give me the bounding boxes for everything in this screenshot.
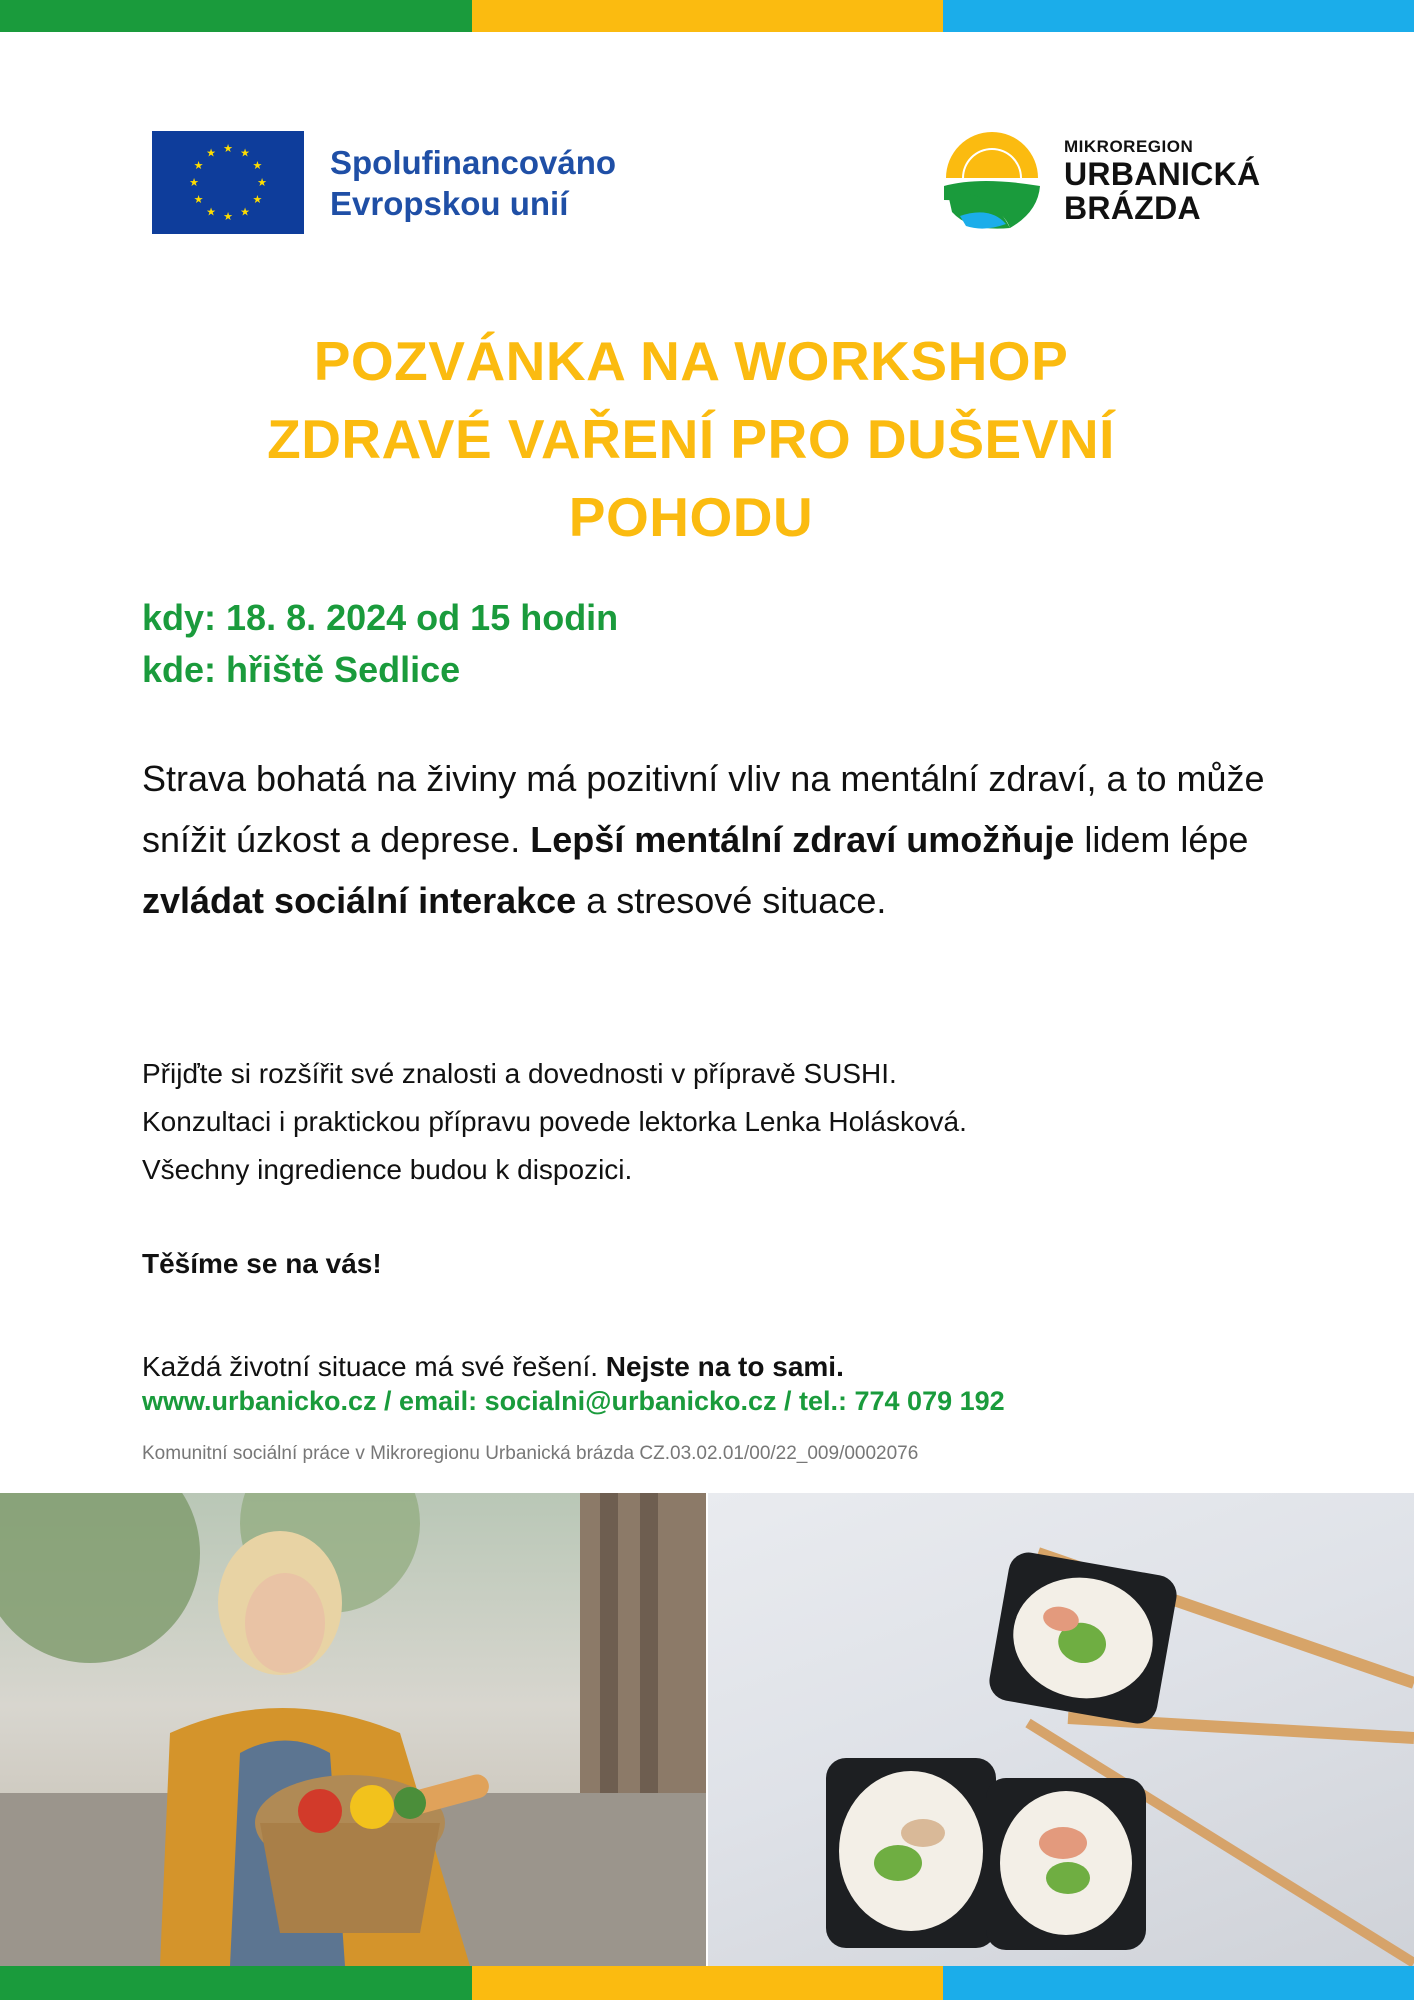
details-line-3: Všechny ingredience budou k dispozici. xyxy=(142,1154,633,1185)
event-location: kde: hřiště Sedlice xyxy=(142,649,461,690)
workshop-details xyxy=(142,1050,1292,1194)
woman-with-basket-photo xyxy=(0,1493,706,1966)
sushi-photo xyxy=(708,1493,1414,1966)
eu-star-icon: ★ xyxy=(206,206,216,219)
details-line-1: Přijďte si rozšířit své znalosti a dovednosti v přípravě SUSHI. xyxy=(142,1058,897,1089)
eu-star-icon: ★ xyxy=(206,147,216,160)
eu-star-icon: ★ xyxy=(193,160,204,172)
eu-star-icon: ★ xyxy=(189,177,199,189)
project-number: Komunitní sociální práce v Mikroregionu Urbanická brázda CZ.03.02.01/00/22_009/0002076 xyxy=(142,1443,919,1464)
details-line-2: Konzultaci i praktickou přípravu povede lektorka Lenka Holásková. xyxy=(142,1106,967,1137)
footer-bold: Nejste na to sami. xyxy=(605,1351,844,1382)
eu-star-icon: ★ xyxy=(240,147,250,160)
page-title xyxy=(130,322,1252,556)
eu-text-line-1: Spolufinancováno xyxy=(330,143,617,181)
region-name-line-2: BRÁZDA xyxy=(1064,190,1201,226)
eu-star-icon: ★ xyxy=(257,177,267,189)
intro-text-3: a stresové situace. xyxy=(576,880,887,921)
region-name-line-1: URBANICKÁ xyxy=(1064,156,1261,192)
eu-star-icon: ★ xyxy=(223,143,233,155)
contact-info: www.urbanicko.cz / email: socialni@urbanicko.cz / tel.: 774 079 192 xyxy=(142,1386,1005,1416)
eu-star-icon: ★ xyxy=(252,160,263,172)
intro-bold-1: Lepší mentální zdraví umožňuje xyxy=(530,819,1075,860)
intro-bold-2: zvládat sociální interakce xyxy=(142,880,577,921)
title-line-1: POZVÁNKA NA WORKSHOP xyxy=(313,330,1069,392)
eu-cofinancing-logo xyxy=(152,131,616,234)
mikroregion-logo xyxy=(940,128,1260,234)
mikroregion-logo-icon xyxy=(940,128,1044,234)
title-line-2: ZDRAVÉ VAŘENÍ PRO DUŠEVNÍ xyxy=(267,408,1115,470)
top-color-stripe xyxy=(0,0,1414,32)
bottom-color-stripe xyxy=(0,1966,1414,2000)
region-label: MIKROREGION xyxy=(1064,137,1194,156)
footer-text: Každá životní situace má své řešení. xyxy=(142,1351,606,1382)
title-line-3: POHODU xyxy=(568,486,814,548)
intro-text-2: lidem lépe xyxy=(1074,819,1249,860)
intro-paragraph xyxy=(142,748,1282,931)
eu-text-line-2: Evropskou unií xyxy=(330,184,569,222)
eu-star-icon: ★ xyxy=(240,206,250,219)
event-date: kdy: 18. 8. 2024 od 15 hodin xyxy=(142,597,619,638)
greeting: Těšíme se na vás! xyxy=(142,1248,382,1279)
eu-star-icon: ★ xyxy=(252,194,263,206)
eu-star-icon: ★ xyxy=(223,211,233,223)
event-info xyxy=(142,592,618,696)
intro-text-1: Strava bohatá na živiny má pozitivní vliv na mentální zdraví, a to může snížit úzkost a deprese. xyxy=(142,758,1265,860)
eu-flag-icon xyxy=(152,131,304,234)
eu-star-icon: ★ xyxy=(193,194,204,206)
